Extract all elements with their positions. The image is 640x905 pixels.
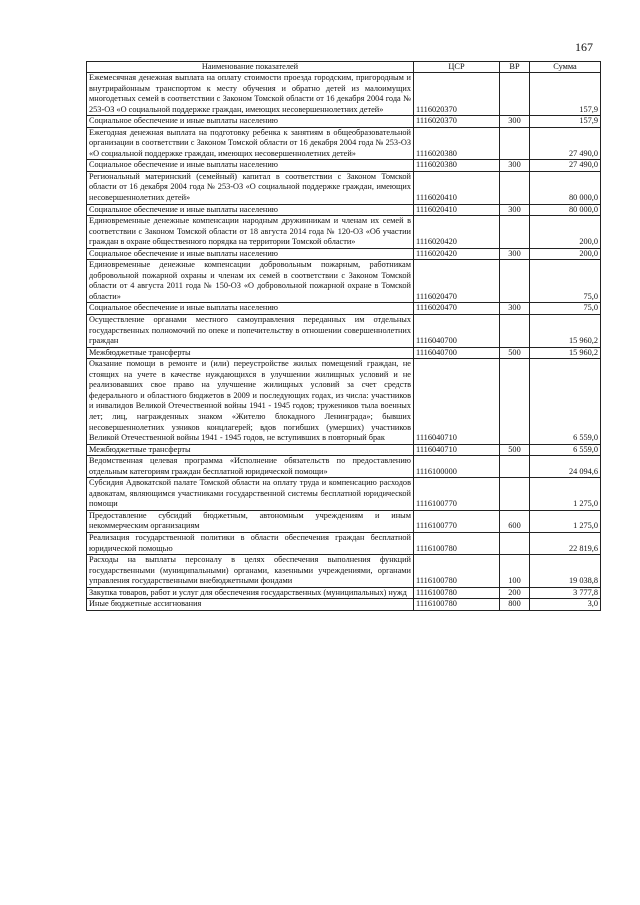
row-sum-cell: 157,9 [530, 73, 601, 116]
table-row [87, 248, 601, 260]
table-body [87, 73, 601, 611]
row-vr-cell [500, 532, 530, 554]
row-csr-cell: 1116020380 [414, 127, 500, 160]
row-vr-cell [500, 171, 530, 204]
row-csr-cell: 1116020410 [414, 171, 500, 204]
row-name-cell: Иные бюджетные ассигнования [87, 599, 414, 611]
row-vr-cell [500, 456, 530, 478]
row-name-cell: Предоставление субсидий бюджетным, автономным учреждениям и иным некоммерческим организациям [87, 510, 414, 532]
row-vr-cell: 200 [500, 587, 530, 599]
row-vr-cell [500, 127, 530, 160]
row-vr-cell: 300 [500, 303, 530, 315]
table-row [87, 73, 601, 116]
row-sum-cell: 6 559,0 [530, 444, 601, 456]
table-row [87, 303, 601, 315]
row-vr-cell [500, 260, 530, 303]
row-csr-cell: 1116100780 [414, 555, 500, 588]
table-row [87, 456, 601, 478]
column-header-name: Наименование показателей [87, 62, 414, 73]
row-sum-cell: 200,0 [530, 216, 601, 249]
row-csr-cell: 1116040700 [414, 347, 500, 359]
row-csr-cell: 1116020410 [414, 204, 500, 216]
row-name-cell: Социальное обеспечение и иные выплаты населению [87, 116, 414, 128]
table-row [87, 260, 601, 303]
row-name-cell: Единовременные денежные компенсации добровольным пожарным, работникам добровольной пожарной охраны и членам их семей в соответствии с Законом Томской области от 4 августа 2011 года № 150-ОЗ «О добровольной пожарной охране в Томской области» [87, 260, 414, 303]
table-row [87, 510, 601, 532]
row-csr-cell: 1116100780 [414, 599, 500, 611]
row-csr-cell: 1116100780 [414, 587, 500, 599]
row-csr-cell: 1116100770 [414, 478, 500, 511]
row-sum-cell: 27 490,0 [530, 160, 601, 172]
row-csr-cell: 1116020420 [414, 248, 500, 260]
row-name-cell: Субсидия Адвокатской палате Томской области на оплату труда и компенсацию расходов адвокатам, являющимся участниками государственной системы бесплатной юридической помощи [87, 478, 414, 511]
table-row [87, 444, 601, 456]
row-vr-cell [500, 315, 530, 348]
row-vr-cell: 100 [500, 555, 530, 588]
table-row [87, 555, 601, 588]
budget-table [86, 61, 601, 611]
table-row [87, 116, 601, 128]
row-sum-cell: 75,0 [530, 260, 601, 303]
row-csr-cell: 1116040710 [414, 359, 500, 444]
row-csr-cell: 1116020470 [414, 303, 500, 315]
table-row [87, 127, 601, 160]
table-row [87, 359, 601, 444]
page-number: 167 [575, 40, 593, 54]
row-sum-cell: 1 275,0 [530, 510, 601, 532]
row-vr-cell: 300 [500, 160, 530, 172]
table-row [87, 171, 601, 204]
row-sum-cell: 19 038,8 [530, 555, 601, 588]
row-vr-cell [500, 478, 530, 511]
row-csr-cell: 1116040710 [414, 444, 500, 456]
table-row [87, 204, 601, 216]
row-sum-cell: 157,9 [530, 116, 601, 128]
row-name-cell: Социальное обеспечение и иные выплаты населению [87, 303, 414, 315]
row-vr-cell: 800 [500, 599, 530, 611]
row-sum-cell: 15 960,2 [530, 315, 601, 348]
row-vr-cell: 500 [500, 444, 530, 456]
row-sum-cell: 80 000,0 [530, 171, 601, 204]
row-csr-cell: 1116020420 [414, 216, 500, 249]
row-vr-cell: 500 [500, 347, 530, 359]
row-csr-cell: 1116020370 [414, 73, 500, 116]
row-csr-cell: 1116040700 [414, 315, 500, 348]
column-header-csr: ЦСР [414, 62, 500, 73]
row-sum-cell: 80 000,0 [530, 204, 601, 216]
row-sum-cell: 27 490,0 [530, 127, 601, 160]
table-header-row [87, 62, 601, 73]
row-name-cell: Региональный материнский (семейный) капитал в соответствии с Законом Томской области от 16 декабря 2004 года № 253-ОЗ «О социальной поддержке граждан, имеющих несовершеннолетних детей» [87, 171, 414, 204]
row-sum-cell: 24 094,6 [530, 456, 601, 478]
table-row [87, 315, 601, 348]
table-row [87, 599, 601, 611]
row-name-cell: Оказание помощи в ремонте и (или) переустройстве жилых помещений граждан, не стоящих на учете в качестве нуждающихся в улучшении жилищных условий и не реализовавших свое право на улучшение жилищных условий за счет средств федерального и областного бюджетов в 2009 и последующих годах, из числа: участников и инвалидов Великой Отечественной войны 1941 - 1945 годов; тружеников тыла военных лет; лиц, награжденных знаком «Жителю блокадного Ленинграда»; бывших несовершеннолетних узников концлагерей; вдов погибших (умерших) участников Великой Отечественной войны 1941 - 1945 годов, не вступивших в повторный брак [87, 359, 414, 444]
row-vr-cell: 300 [500, 204, 530, 216]
row-sum-cell: 22 819,6 [530, 532, 601, 554]
row-vr-cell [500, 359, 530, 444]
row-sum-cell: 6 559,0 [530, 359, 601, 444]
column-header-sum: Сумма [530, 62, 601, 73]
table-row [87, 587, 601, 599]
row-vr-cell [500, 216, 530, 249]
row-name-cell: Расходы на выплаты персоналу в целях обеспечения выполнения функций государственными (муниципальными) органами, казенными учреждениями, органами управления государственными внебюджетными фондами [87, 555, 414, 588]
row-name-cell: Ежегодная денежная выплата на подготовку ребенка к занятиям в общеобразовательной организации в соответствии с Законом Томской области от 16 декабря 2004 года № 253-ОЗ «О социальной поддержке граждан, имеющих несовершеннолетних детей» [87, 127, 414, 160]
row-name-cell: Реализация государственной политики в области обеспечения граждан бесплатной юридической помощью [87, 532, 414, 554]
row-csr-cell: 1116020470 [414, 260, 500, 303]
row-name-cell: Социальное обеспечение и иные выплаты населению [87, 248, 414, 260]
column-header-vr: ВР [500, 62, 530, 73]
row-sum-cell: 15 960,2 [530, 347, 601, 359]
row-name-cell: Осуществление органами местного самоуправления переданных им отдельных государственных полномочий по опеке и попечительству в отношении совершеннолетних граждан [87, 315, 414, 348]
row-name-cell: Межбюджетные трансферты [87, 347, 414, 359]
row-vr-cell: 300 [500, 116, 530, 128]
row-vr-cell: 600 [500, 510, 530, 532]
row-csr-cell: 1116100770 [414, 510, 500, 532]
row-vr-cell: 300 [500, 248, 530, 260]
row-csr-cell: 1116100780 [414, 532, 500, 554]
row-sum-cell: 1 275,0 [530, 478, 601, 511]
row-name-cell: Закупка товаров, работ и услуг для обеспечения государственных (муниципальных) нужд [87, 587, 414, 599]
table-row [87, 532, 601, 554]
row-name-cell: Социальное обеспечение и иные выплаты населению [87, 160, 414, 172]
row-vr-cell [500, 73, 530, 116]
row-name-cell: Единовременные денежные компенсации народным дружинникам и членам их семей в соответствии с Законом Томской области от 18 августа 2014 года № 120-ОЗ «Об участии граждан в охране общественного порядка на территории Томской области» [87, 216, 414, 249]
row-csr-cell: 1116020380 [414, 160, 500, 172]
row-sum-cell: 75,0 [530, 303, 601, 315]
row-csr-cell: 1116100000 [414, 456, 500, 478]
row-sum-cell: 3,0 [530, 599, 601, 611]
table-row [87, 478, 601, 511]
row-name-cell: Ведомственная целевая программа «Исполнение обязательств по предоставлению отдельным категориям граждан бесплатной юридической помощи» [87, 456, 414, 478]
row-sum-cell: 200,0 [530, 248, 601, 260]
table-row [87, 160, 601, 172]
row-name-cell: Социальное обеспечение и иные выплаты населению [87, 204, 414, 216]
row-sum-cell: 3 777,8 [530, 587, 601, 599]
row-csr-cell: 1116020370 [414, 116, 500, 128]
table-row [87, 216, 601, 249]
row-name-cell: Межбюджетные трансферты [87, 444, 414, 456]
row-name-cell: Ежемесячная денежная выплата на оплату стоимости проезда городским, пригородным и внутрирайонным транспортом к месту обучения и обратно детей из малоимущих многодетных семей в соответствии с Законом Томской области от 16 декабря 2004 года № 253-ОЗ «О социальной поддержке граждан, имеющих несовершеннолетних детей» [87, 73, 414, 116]
table-row [87, 347, 601, 359]
